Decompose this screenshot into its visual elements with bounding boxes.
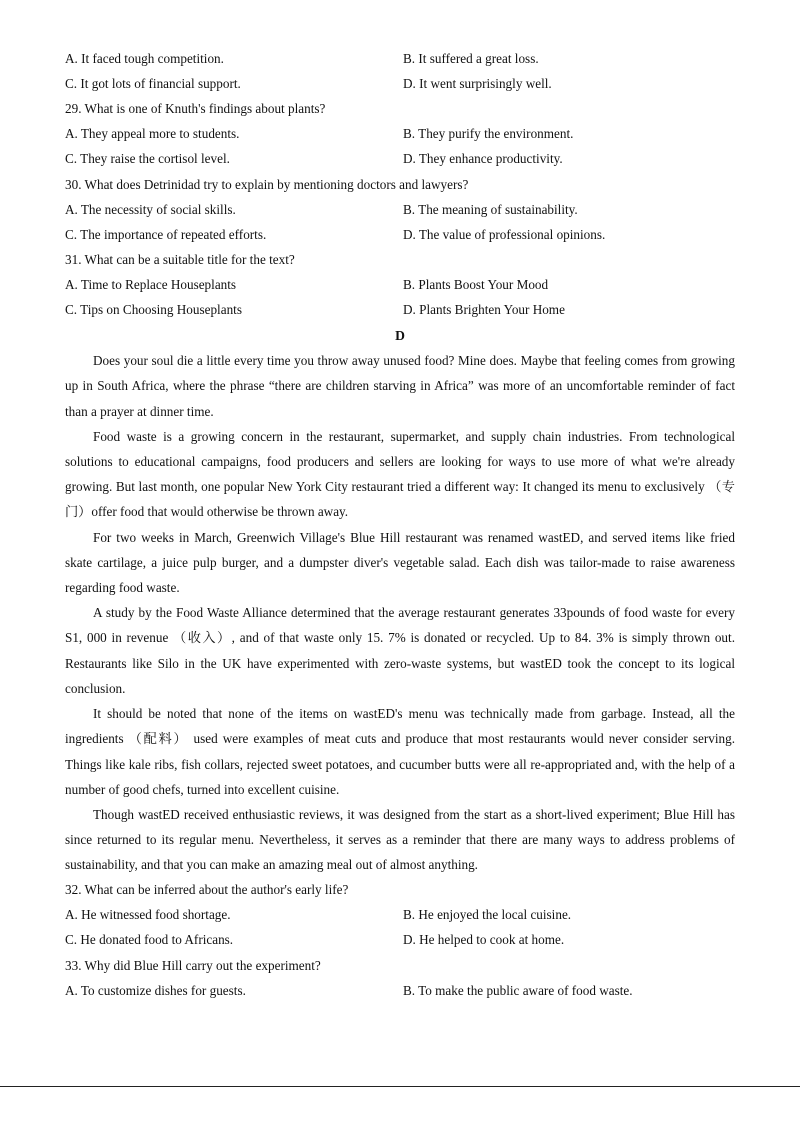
q28-option-c: C. It got lots of financial support. <box>65 75 241 91</box>
q30-stem: 30. What does Detrinidad try to explain by mentioning doctors and lawyers? <box>65 176 469 192</box>
q31-option-c: C. Tips on Choosing Houseplants <box>65 302 242 318</box>
q30-option-d: D. The value of professional opinions. <box>403 226 606 242</box>
q29-option-c: C. They raise the cortisol level. <box>65 151 230 167</box>
q33-stem: 33. Why did Blue Hill carry out the experiment? <box>65 957 321 973</box>
q28-option-a: A. It faced tough competition. <box>65 50 224 66</box>
q32-option-c: C. He donated food to Africans. <box>65 932 234 948</box>
q31-options-row-2 <box>65 298 735 323</box>
passage-paragraph-3: For two weeks in March, Greenwich Village's Blue Hill restaurant was renamed wastED, and served items like fried skate cartilage, a juice pulp burger, and a dumpster diver's vegetable salad. Each dish was tailor-made to raise awareness regarding food waste. <box>65 529 735 596</box>
q29-stem: 29. What is one of Knuth's findings about plants? <box>65 100 326 116</box>
q30-option-a: A. The necessity of social skills. <box>65 201 236 217</box>
page-footer-divider <box>0 1086 800 1087</box>
passage-paragraph-4: A study by the Food Waste Alliance determined that the average restaurant generates 33pounds of food waste for every S1, 000 in revenue （收入）, and of that waste only 15. 7% is donated or recycled. Up to 84. 3% is simply thrown out. Restaurants like Silo in the UK have experimented with zero-waste systems, but wastED took the concept to its logical conclusion. <box>65 605 735 696</box>
q29-option-b: B. They purify the environment. <box>403 126 574 142</box>
exam-page <box>65 46 735 1003</box>
q28-option-d: D. It went surprisingly well. <box>403 75 552 91</box>
q32-options-row-1 <box>65 903 735 928</box>
q28-options-row-2 <box>65 71 735 96</box>
q31-option-a: A. Time to Replace Houseplants <box>65 277 237 293</box>
q30-option-c: C. The importance of repeated efforts. <box>65 226 267 242</box>
q32-options-row-2 <box>65 928 735 953</box>
section-d-title: D <box>395 328 405 344</box>
passage-paragraph-2: Food waste is a growing concern in the restaurant, supermarket, and supply chain industries. From technological solutions to educational campaigns, food producers and sellers are looking for ways to use more of what we're already growing. But last month, one popular New York City restaurant tried a different way: It changed its menu to exclusively （专门）offer food that would otherwise be thrown away. <box>65 428 735 520</box>
q32-stem: 32. What can be inferred about the author's early life? <box>65 882 349 898</box>
q29-option-a: A. They appeal more to students. <box>65 126 240 142</box>
passage-paragraph-6: Though wastED received enthusiastic reviews, it was designed from the start as a short-lived experiment; Blue Hill has since returned to its regular menu. Nevertheless, it serves as a reminder that there are many ways to address problems of sustainability, and that you can make an amazing meal out of almost anything. <box>65 806 735 873</box>
q33-options-row-1 <box>65 978 735 1003</box>
passage-paragraph-5: It should be noted that none of the items on wastED's menu was technically made from garbage. Instead, all the ingredients （配料） used were examples of meat cuts and produce that most restaurants would never consider serving. Things like kale ribs, fish collars, rejected sweet potatoes, and cucumber butts were all re-appropriated and, with the help of a number of good chefs, turned into excellent cuisine. <box>65 706 735 797</box>
q29-option-d: D. They enhance productivity. <box>403 151 563 167</box>
q30-options-row-1 <box>65 197 735 222</box>
q32-option-d: D. He helped to cook at home. <box>403 932 565 948</box>
q31-option-d: D. Plants Brighten Your Home <box>403 302 565 318</box>
q28-option-b: B. It suffered a great loss. <box>403 50 539 66</box>
q31-options-row-1 <box>65 273 735 298</box>
q29-options-row-1 <box>65 122 735 147</box>
passage-paragraph-1: Does your soul die a little every time you throw away unused food? Mine does. Maybe that feeling comes from growing up in South Africa, where the phrase “there are children starving in Africa” was more of an uncomfortable reminder of fact than a prayer at dinner time. <box>65 353 735 419</box>
q30-option-b: B. The meaning of sustainability. <box>403 201 578 217</box>
q32-option-b: B. He enjoyed the local cuisine. <box>403 907 572 923</box>
q31-stem: 31. What can be a suitable title for the text? <box>65 252 295 268</box>
q32-option-a: A. He witnessed food shortage. <box>65 907 231 923</box>
q31-option-b: B. Plants Boost Your Mood <box>403 277 549 293</box>
q33-option-b: B. To make the public aware of food waste. <box>403 982 633 998</box>
q29-options-row-2 <box>65 147 735 172</box>
q33-option-a: A. To customize dishes for guests. <box>65 982 246 998</box>
q30-options-row-2 <box>65 222 735 247</box>
q28-options-row-1 <box>65 46 735 71</box>
